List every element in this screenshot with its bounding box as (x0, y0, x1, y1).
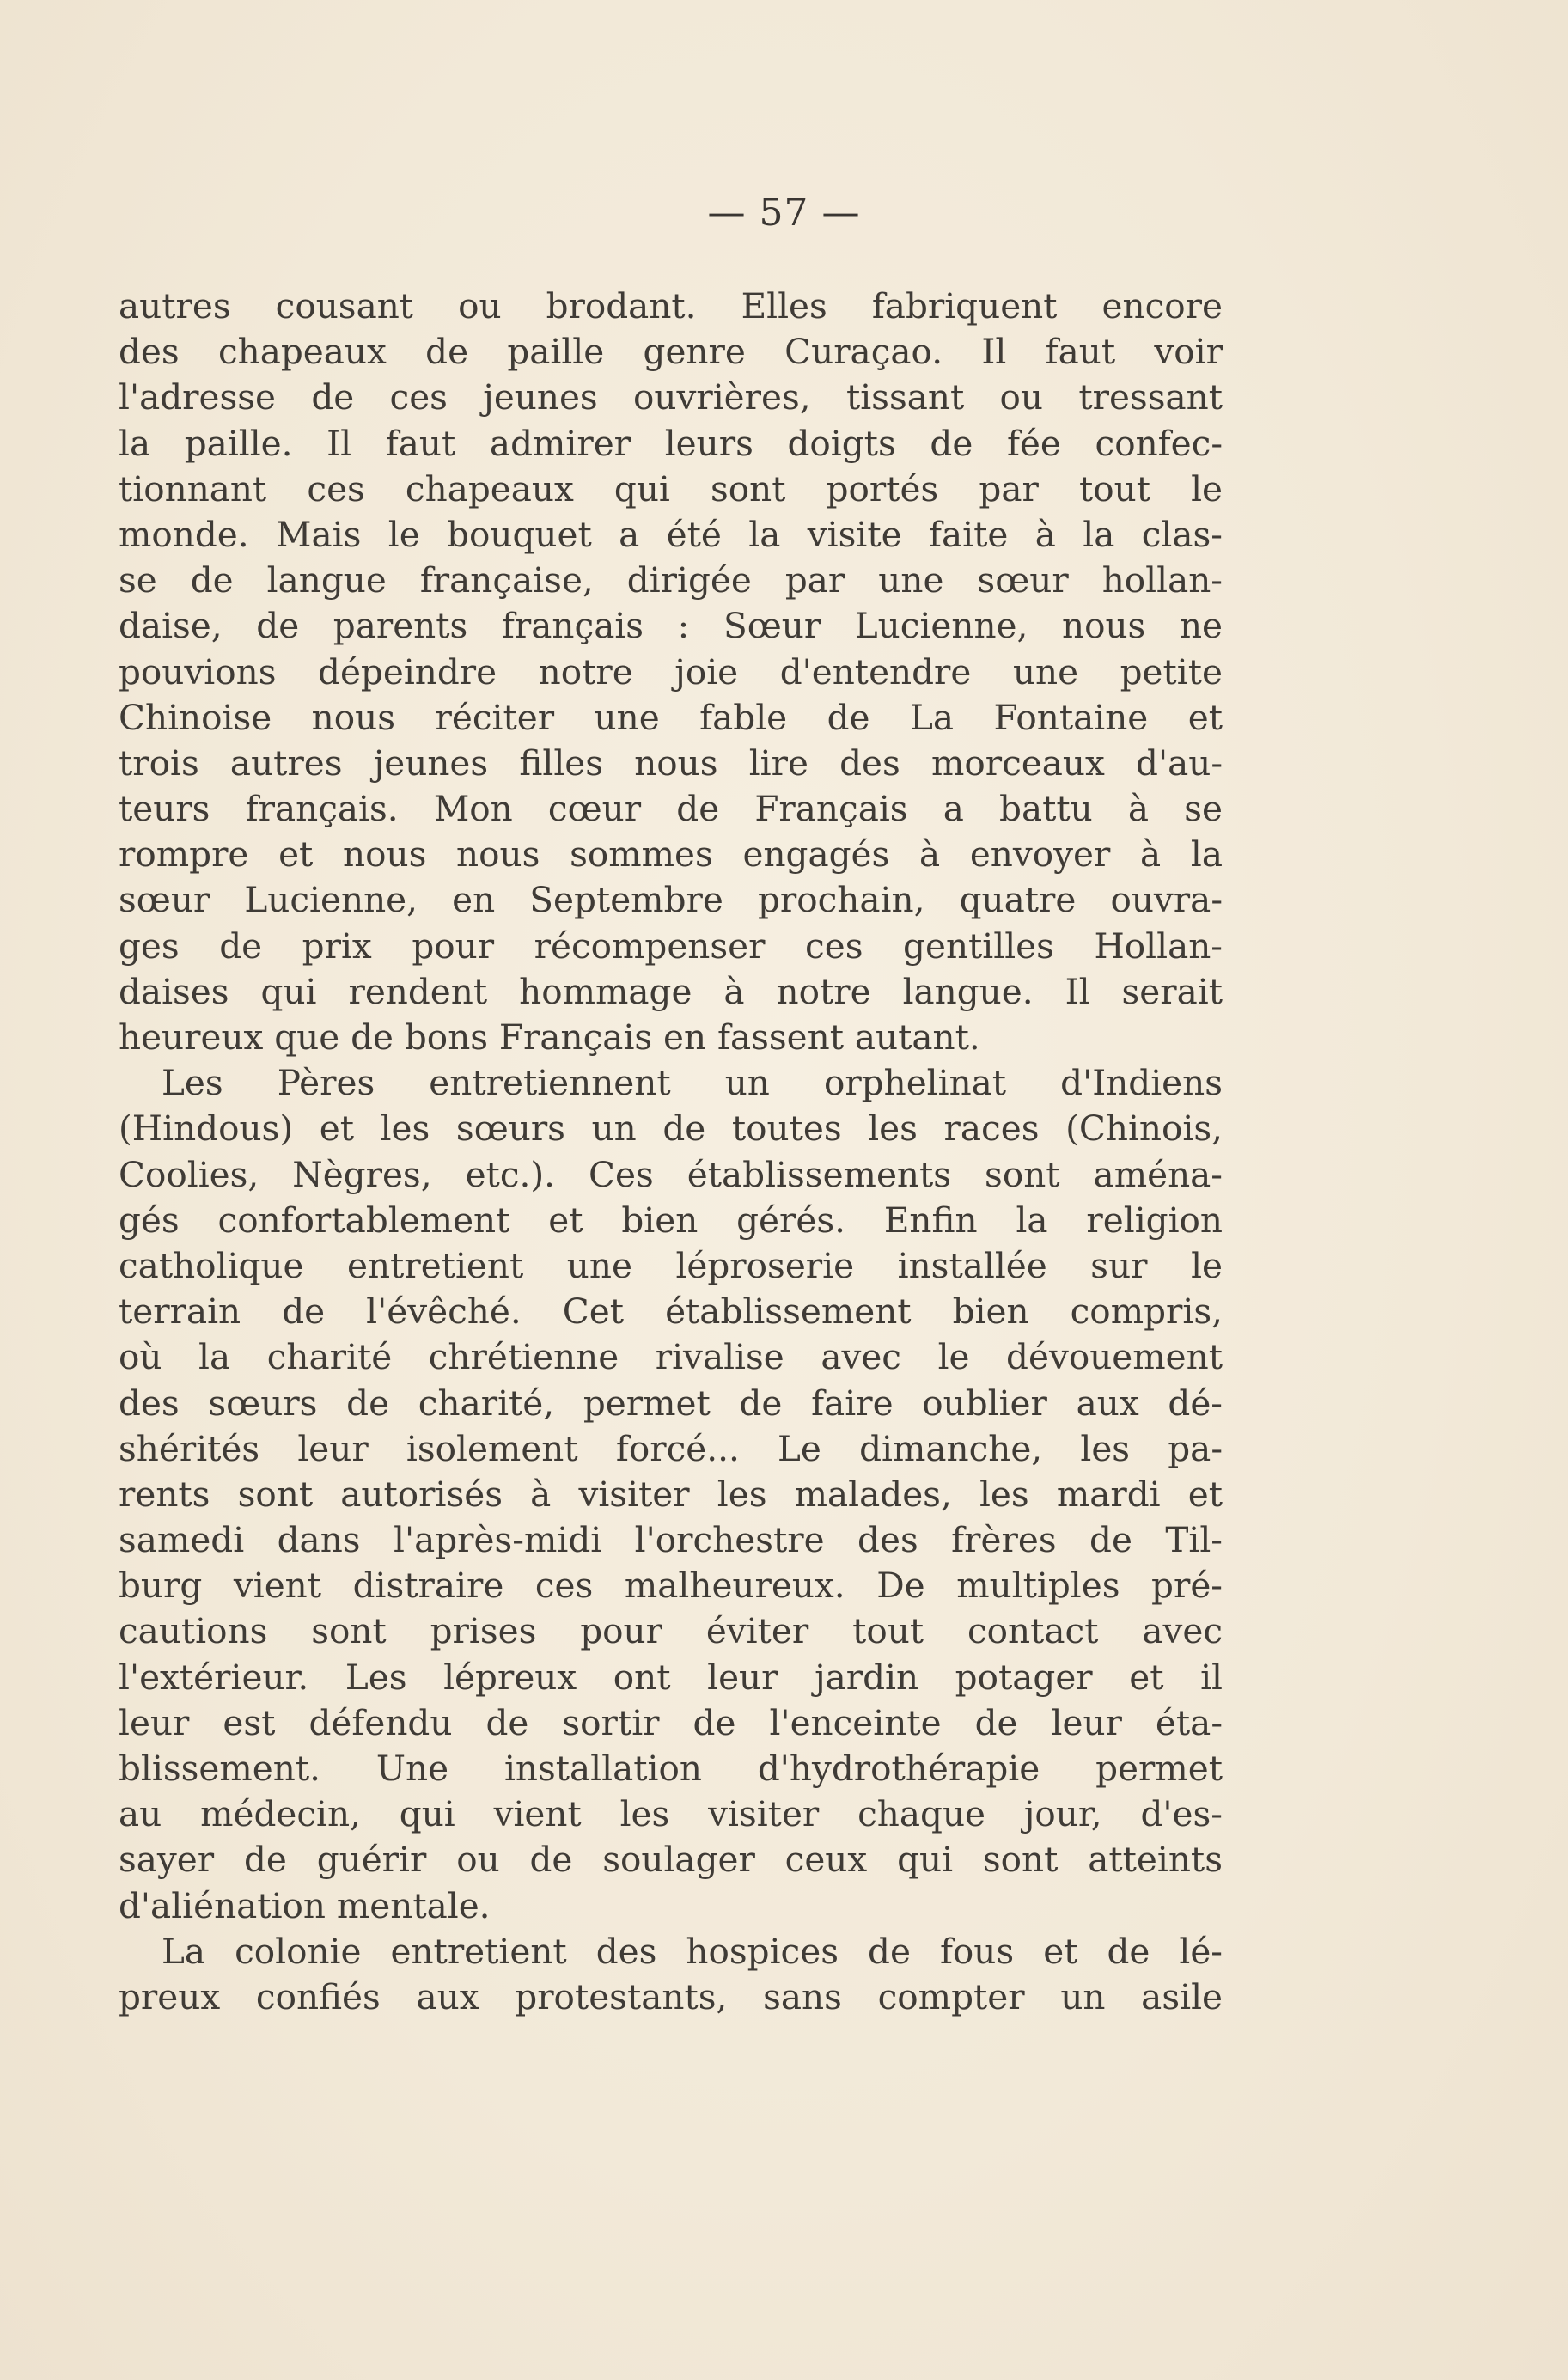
text-line: d'aliénation mentale. (119, 1884, 491, 1926)
text-line: Coolies, Nègres, etc.). Ces établissements sont aména- (119, 1153, 1223, 1195)
text-line: daises qui rendent hommage à notre langue. Il serait (119, 970, 1223, 1012)
text-line: trois autres jeunes filles nous lire des morceaux d'au- (119, 741, 1223, 784)
text-line: se de langue française, dirigée par une sœur hollan- (119, 559, 1223, 601)
paragraph-2 (119, 1060, 1223, 1929)
paragraph-3 (119, 1929, 1223, 2020)
text-line: l'adresse de ces jeunes ouvrières, tissant ou tressant (119, 376, 1223, 418)
text-line: La colonie entretient des hospices de fous et de lé- (162, 1930, 1223, 1972)
text-line: terrain de l'évêché. Cet établissement bien compris, (119, 1291, 1223, 1333)
text-line: burg vient distraire ces malheureux. De multiples pré- (119, 1565, 1223, 1607)
text-line: leur est défendu de sortir de l'enceinte de leur éta- (119, 1701, 1223, 1743)
text-line: preux confiés aux protestants, sans compter un asile (119, 1975, 1223, 2017)
text-line: rents sont autorisés à visiter les malades, les mardi et (119, 1473, 1223, 1515)
text-line: des sœurs de charité, permet de faire oublier aux dé- (119, 1382, 1223, 1424)
text-line: catholique entretient une léproserie installée sur le (119, 1244, 1223, 1286)
text-line: des chapeaux de paille genre Curaçao. Il faut voir (119, 331, 1223, 373)
text-line: monde. Mais le bouquet a été la visite faite à la clas- (119, 513, 1223, 555)
text-line: samedi dans l'après-midi l'orchestre des frères de Til- (119, 1519, 1223, 1561)
text-line: Les Pères entretiennent un orphelinat d'Indiens (162, 1062, 1223, 1104)
page-number: — 57 — (707, 191, 861, 235)
text-line: la paille. Il faut admirer leurs doigts de fée confec- (119, 422, 1223, 464)
text-line: blissement. Une installation d'hydrothérapie permet (119, 1748, 1223, 1789)
text-line: sayer de guérir ou de soulager ceux qui sont atteints (119, 1839, 1223, 1881)
text-line: au médecin, qui vient les visiter chaque jour, d'es- (119, 1793, 1223, 1835)
text-line: cautions sont prises pour éviter tout contact avec (119, 1610, 1223, 1652)
text-line: sœur Lucienne, en Septembre prochain, quatre ouvra- (119, 879, 1223, 921)
text-line: tionnant ces chapeaux qui sont portés par tout le (119, 467, 1223, 510)
text-line: gés confortablement et bien gérés. Enfin la religion (119, 1199, 1223, 1241)
text-line: teurs français. Mon cœur de Français a battu à se (119, 788, 1223, 830)
body-text (119, 284, 1223, 2020)
text-line: Chinoise nous réciter une fable de La Fontaine et (119, 696, 1223, 738)
text-line: où la charité chrétienne rivalise avec le dévouement (119, 1336, 1223, 1378)
text-line: ges de prix pour récompenser ces gentilles Hollan- (119, 925, 1223, 967)
paragraph-1 (119, 284, 1223, 1060)
text-line: (Hindous) et les sœurs un de toutes les races (Chinois, (119, 1108, 1223, 1150)
text-line: daise, de parents français : Sœur Lucienne, nous ne (119, 605, 1223, 647)
text-line: heureux que de bons Français en fassent autant. (119, 1016, 980, 1058)
text-line: rompre et nous nous sommes engagés à envoyer à la (119, 833, 1223, 876)
text-line: shérités leur isolement forcé... Le dimanche, les pa- (119, 1427, 1223, 1469)
text-line: pouvions dépeindre notre joie d'entendre une petite (119, 650, 1223, 693)
text-line: l'extérieur. Les lépreux ont leur jardin potager et il (119, 1656, 1223, 1698)
text-line: autres cousant ou brodant. Elles fabriquent encore (119, 285, 1223, 326)
